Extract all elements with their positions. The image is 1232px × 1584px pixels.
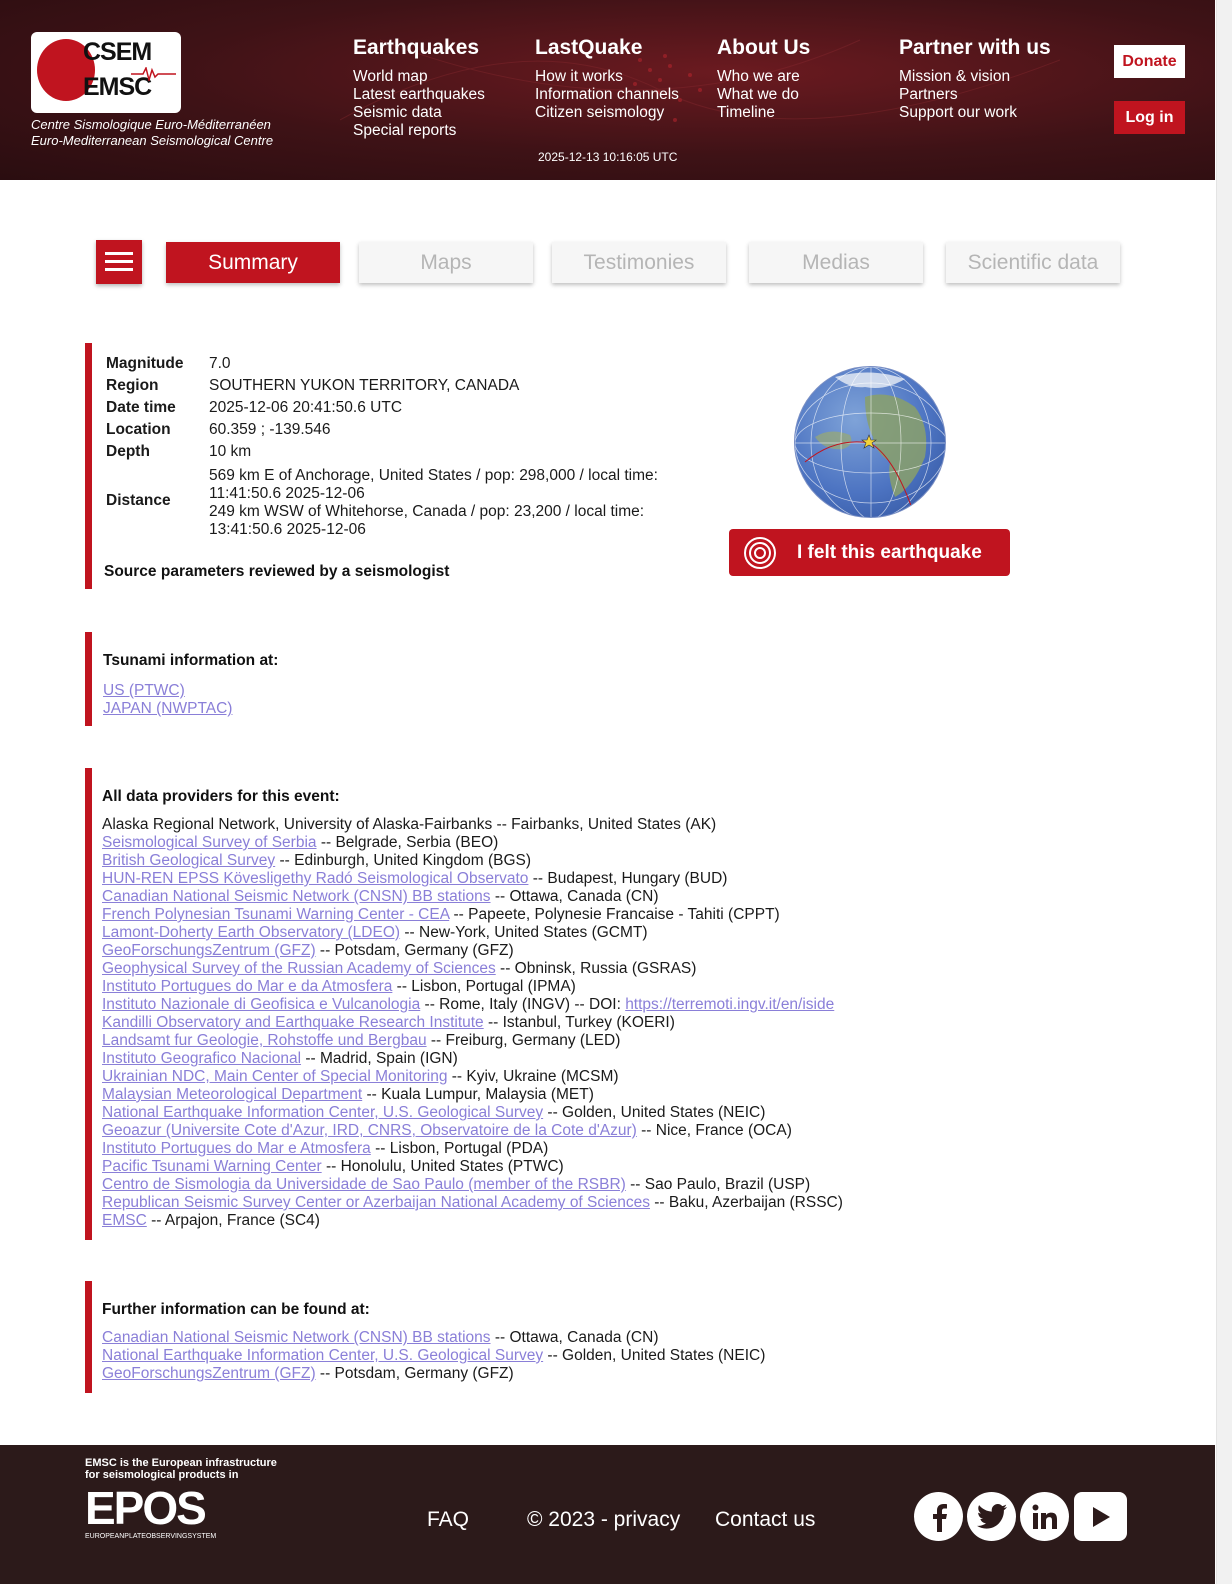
provider-detail: -- Edinburgh, United Kingdom (BGS): [275, 852, 532, 869]
distance-line: 249 km WSW of Whitehorse, Canada / pop: 23,200 / local time:: [209, 503, 645, 520]
nav-partner: [899, 36, 1051, 122]
further-info-row: [102, 1347, 985, 1365]
footer-faq-link[interactable]: FAQ: [427, 1508, 470, 1531]
page-scrollbar[interactable]: [1216, 0, 1232, 1584]
provider-detail: -- Kyiv, Ukraine (MCSM): [447, 1068, 619, 1085]
tagline-english: Euro-Mediterranean Seismological Centre: [31, 133, 274, 148]
region-value: SOUTHERN YUKON TERRITORY, CANADA: [209, 377, 520, 394]
nav-link-support-our-work[interactable]: Support our work: [899, 104, 1018, 121]
epos-logo[interactable]: EPOS: [85, 1482, 205, 1534]
provider-row: [102, 1032, 985, 1050]
youtube-icon[interactable]: [1074, 1492, 1127, 1541]
further-info-link[interactable]: National Earthquake Information Center, U.S. Geological Survey: [102, 1347, 544, 1364]
provider-detail: -- Obninsk, Russia (GSRAS): [495, 960, 697, 977]
epos-statement-line: EMSC is the European infrastructure: [85, 1457, 277, 1469]
tsunami-section: [85, 632, 785, 726]
nav-link-who-we-are[interactable]: Who we are: [717, 68, 800, 85]
provider-row: [102, 942, 985, 960]
provider-row: [102, 1068, 985, 1086]
tab-medias[interactable]: Medias: [749, 242, 923, 283]
tab-summary[interactable]: Summary: [166, 242, 340, 283]
provider-detail: -- Istanbul, Turkey (KOERI): [483, 1014, 675, 1031]
provider-link[interactable]: French Polynesian Tsunami Warning Center - CEA: [102, 906, 450, 923]
tsunami-link-ptwc[interactable]: US (PTWC): [103, 682, 185, 699]
tsunami-link-nwptac[interactable]: JAPAN (NWPTAC): [103, 700, 233, 717]
provider-detail: -- Sao Paulo, Brazil (USP): [625, 1176, 811, 1193]
further-info-row: [102, 1329, 985, 1347]
server-timestamp: 2025-12-13 10:16:05 UTC: [538, 150, 678, 164]
hamburger-menu-button[interactable]: [96, 240, 142, 284]
tab-maps[interactable]: Maps: [359, 242, 533, 283]
provider-detail: -- Nice, France (OCA): [636, 1122, 792, 1139]
provider-detail: -- Rome, Italy (INGV) -- DOI:: [420, 996, 626, 1013]
felt-earthquake-button[interactable]: [729, 529, 1010, 576]
provider-row: [102, 996, 985, 1014]
nav-link-latest-earthquakes[interactable]: Latest earthquakes: [353, 86, 485, 103]
nav-earthquakes-title[interactable]: Earthquakes: [353, 36, 480, 59]
provider-row: [102, 888, 985, 906]
emsc-logo[interactable]: [31, 32, 181, 113]
globe-map-drawing: [795, 367, 946, 518]
providers-section: [85, 768, 985, 1240]
menu-icon-bar: [105, 268, 133, 271]
further-info-detail: -- Golden, United States (NEIC): [543, 1347, 766, 1364]
providers-title: All data providers for this event:: [102, 788, 340, 805]
distance-line: 13:41:50.6 2025-12-06: [209, 521, 366, 538]
epicenter-globe-map[interactable]: [794, 366, 946, 518]
donate-button[interactable]: Donate: [1114, 45, 1185, 78]
nav-link-special-reports[interactable]: Special reports: [353, 122, 457, 139]
provider-link[interactable]: GeoForschungsZentrum (GFZ): [102, 942, 316, 959]
provider-link[interactable]: Instituto Geografico Nacional: [102, 1050, 302, 1067]
provider-link[interactable]: Pacific Tsunami Warning Center: [102, 1158, 322, 1175]
info-key: Magnitude: [106, 355, 184, 372]
logo-text-emsc: EMSC: [83, 73, 152, 101]
provider-row: [102, 870, 985, 888]
provider-link[interactable]: Instituto Nazionale di Geofisica e Vulcanologia: [102, 996, 421, 1013]
nav-link-what-we-do[interactable]: What we do: [717, 86, 799, 103]
provider-detail: -- Lisbon, Portugal (IPMA): [392, 978, 576, 995]
provider-row: [102, 1140, 985, 1158]
distance-line: 11:41:50.6 2025-12-06: [209, 485, 365, 502]
distance-line: 569 km E of Anchorage, United States / pop: 298,000 / local time:: [209, 467, 658, 484]
provider-link[interactable]: Ukrainian NDC, Main Center of Special Monitoring: [102, 1068, 448, 1085]
provider-row: [102, 1176, 985, 1194]
distance-value: [209, 467, 658, 539]
further-info-link[interactable]: Canadian National Seismic Network (CNSN) BB stations: [102, 1329, 491, 1346]
nav-about-us-title[interactable]: About Us: [717, 36, 811, 59]
provider-link[interactable]: Kandilli Observatory and Earthquake Research Institute: [102, 1014, 484, 1031]
provider-detail: -- Honolulu, United States (PTWC): [321, 1158, 564, 1175]
provider-link[interactable]: Instituto Portugues do Mar e Atmosfera: [102, 1140, 371, 1157]
nav-about-us: [717, 36, 810, 122]
site-footer: [0, 1445, 1215, 1584]
provider-row: [102, 834, 985, 852]
provider-link[interactable]: Geophysical Survey of the Russian Academy of Sciences: [102, 960, 496, 977]
tagline-french: Centre Sismologique Euro-Méditerranéen: [31, 117, 271, 132]
provider-link[interactable]: EMSC: [102, 1212, 147, 1229]
nav-partner-title[interactable]: Partner with us: [899, 36, 1051, 59]
nav-link-citizen-seismology[interactable]: Citizen seismology: [535, 104, 665, 121]
info-key: Region: [106, 377, 159, 394]
providers-list: [102, 816, 985, 1230]
nav-lastquake-title[interactable]: LastQuake: [535, 36, 643, 59]
epos-logo-subtitle: EUROPEANPLATEOBSERVINGSYSTEM: [85, 1533, 217, 1540]
info-key: Date time: [106, 399, 176, 416]
provider-detail: -- Ottawa, Canada (CN): [490, 888, 659, 905]
further-info-title: Further information can be found at:: [102, 1301, 370, 1318]
provider-link[interactable]: British Geological Survey: [102, 852, 276, 869]
nav-link-partners[interactable]: Partners: [899, 86, 958, 103]
linkedin-icon[interactable]: [1020, 1492, 1069, 1541]
footer-contact-link[interactable]: Contact us: [715, 1508, 816, 1531]
provider-link[interactable]: Landsamt fur Geologie, Rohstoffe und Bergbau: [102, 1032, 427, 1049]
epos-statement: [85, 1457, 277, 1481]
provider-link[interactable]: HUN-REN EPSS Kövesligethy Radó Seismological Observato: [102, 870, 529, 887]
provider-row: [102, 1212, 985, 1230]
provider-row: [102, 1050, 985, 1068]
provider-row: [102, 1158, 985, 1176]
tab-testimonies[interactable]: Testimonies: [552, 242, 726, 283]
nav-link-world-map[interactable]: World map: [353, 68, 428, 85]
provider-row: [102, 1104, 985, 1122]
nav-link-how-it-works[interactable]: How it works: [535, 68, 623, 85]
provider-row: [102, 1194, 985, 1212]
provider-link[interactable]: Instituto Portugues do Mar e da Atmosfera: [102, 978, 393, 995]
facebook-icon[interactable]: [914, 1492, 963, 1541]
nav-lastquake: [535, 36, 679, 122]
provider-link[interactable]: Lamont-Doherty Earth Observatory (LDEO): [102, 924, 401, 941]
provider-row: [102, 1122, 985, 1140]
menu-icon-bar: [105, 252, 133, 255]
datetime-value: 2025-12-06 20:41:50.6 UTC: [209, 399, 403, 416]
provider-detail: -- Freiburg, Germany (LED): [426, 1032, 621, 1049]
provider-link[interactable]: Seismological Survey of Serbia: [102, 834, 317, 851]
provider-detail: -- Budapest, Hungary (BUD): [528, 870, 728, 887]
depth-value: 10 km: [209, 443, 252, 460]
provider-row: [102, 852, 985, 870]
provider-detail: -- Belgrade, Serbia (BEO): [316, 834, 499, 851]
site-header: [0, 0, 1215, 180]
provider-row: [102, 1014, 985, 1032]
menu-icon-bar: [105, 260, 133, 263]
magnitude-value: 7.0: [209, 355, 231, 372]
epos-statement-line: for seismological products in: [85, 1469, 239, 1481]
nav-link-information-channels[interactable]: Information channels: [535, 86, 679, 103]
provider-detail: -- Kuala Lumpur, Malaysia (MET): [362, 1086, 594, 1103]
seismogram-icon: [131, 67, 176, 81]
provider-detail: -- Baku, Azerbaijan (RSSC): [649, 1194, 843, 1211]
felt-earthquake-label: I felt this earthquake: [797, 541, 982, 563]
provider-row: [102, 960, 985, 978]
further-info-row: [102, 1365, 985, 1383]
provider-detail: -- Papeete, Polynesie Francaise - Tahiti (CPPT): [449, 906, 780, 923]
nav-link-mission-vision[interactable]: Mission & vision: [899, 68, 1011, 85]
provider-link[interactable]: Malaysian Meteorological Department: [102, 1086, 363, 1103]
location-value: 60.359 ; -139.546: [209, 421, 331, 438]
further-info-detail: -- Ottawa, Canada (CN): [490, 1329, 659, 1346]
provider-row: [102, 978, 985, 996]
nav-earthquakes: [353, 36, 485, 140]
provider-link[interactable]: Republican Seismic Survey Center or Azerbaijan National Academy of Sciences: [102, 1194, 650, 1211]
twitter-icon[interactable]: [967, 1492, 1016, 1541]
logo-text-csem: CSEM: [83, 38, 152, 66]
provider-detail: -- Madrid, Spain (IGN): [301, 1050, 458, 1067]
provider-detail: Alaska Regional Network, University of Alaska-Fairbanks -- Fairbanks, United States (AK): [102, 816, 717, 833]
provider-detail: -- Arpajon, France (SC4): [146, 1212, 320, 1229]
provider-detail: -- Golden, United States (NEIC): [543, 1104, 766, 1121]
login-button[interactable]: Log in: [1114, 101, 1185, 134]
further-info-link[interactable]: GeoForschungsZentrum (GFZ): [102, 1365, 316, 1382]
tab-scientific-data[interactable]: Scientific data: [946, 242, 1120, 283]
provider-detail: -- Lisbon, Portugal (PDA): [370, 1140, 549, 1157]
info-key: Location: [106, 421, 171, 438]
further-info-detail: -- Potsdam, Germany (GFZ): [315, 1365, 514, 1382]
info-key: Depth: [106, 443, 150, 460]
provider-row: [102, 924, 985, 942]
provider-doi-link[interactable]: https://terremoti.ingv.it/en/iside: [625, 996, 835, 1013]
provider-link[interactable]: Geoazur (Universite Cote d'Azur, IRD, CNRS, Observatoire de la Cote d'Azur): [102, 1122, 637, 1139]
footer-privacy-link[interactable]: © 2023 - privacy: [527, 1508, 681, 1531]
provider-link[interactable]: Centro de Sismologia da Universidade de Sao Paulo (member of the RSBR): [102, 1176, 626, 1193]
nav-link-seismic-data[interactable]: Seismic data: [353, 104, 442, 121]
provider-detail: -- Potsdam, Germany (GFZ): [315, 942, 514, 959]
provider-row: [102, 906, 985, 924]
provider-row: [102, 1086, 985, 1104]
nav-link-timeline[interactable]: Timeline: [717, 104, 775, 121]
further-info-section: [85, 1281, 985, 1393]
provider-link[interactable]: National Earthquake Information Center, U.S. Geological Survey: [102, 1104, 544, 1121]
target-rings-icon: [743, 536, 777, 570]
further-info-list: [102, 1329, 985, 1383]
tsunami-title: Tsunami information at:: [103, 652, 279, 669]
provider-link[interactable]: Canadian National Seismic Network (CNSN) BB stations: [102, 888, 491, 905]
info-key: Distance: [106, 492, 171, 509]
reviewed-note: Source parameters reviewed by a seismologist: [104, 563, 450, 580]
provider-row: [102, 816, 985, 834]
provider-detail: -- New-York, United States (GCMT): [400, 924, 648, 941]
